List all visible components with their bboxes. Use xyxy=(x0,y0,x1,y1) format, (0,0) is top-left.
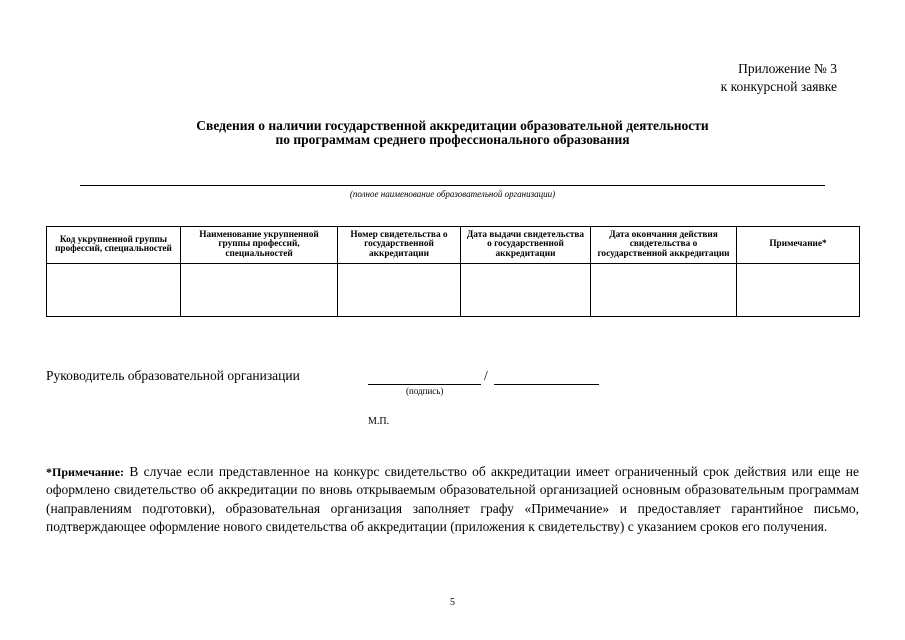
table-cell-group-code[interactable] xyxy=(47,264,181,317)
appendix-number: Приложение № 3 xyxy=(738,61,837,76)
column-header-group-name: Наименование укрупненной группы профессий, специальностей xyxy=(181,227,338,264)
column-header-certificate-number: Номер свидетельства о государственной аккредитации xyxy=(338,227,461,264)
organization-name-caption: (полное наименование образовательной организации) xyxy=(349,189,556,199)
head-of-organization-label: Руководитель образовательной организации xyxy=(46,368,300,383)
footnote-text: В случае если представленное на конкурс свидетельство об аккредитации имеет ограниченный срок действия или еще не оформлено свидетельство об аккредитации по вновь открываемым образовательной организацией основным образовательным программам (направлениям подготовки), образовательная организация заполняет графу «Примечание» и предоставляет гарантийное письмо, подтверждающее оформление нового свидетельства об аккредитации (приложения к свидетельству) с указанием сроков его получения. xyxy=(46,464,859,534)
appendix-reference xyxy=(721,60,837,96)
appendix-subtitle: к конкурсной заявке xyxy=(720,79,837,94)
document-title-line-2: по программам среднего профессионального образования xyxy=(275,132,630,147)
document-title-line-1: Сведения о наличии государственной аккредитации образовательной деятельности xyxy=(196,118,709,133)
table-header-row xyxy=(47,227,860,264)
column-header-group-code: Код укрупненной группы профессий, специальностей xyxy=(47,227,181,264)
column-header-issue-date: Дата выдачи свидетельства о государственной аккредитации xyxy=(461,227,591,264)
column-header-expiry-date: Дата окончания действия свидетельства о государственной аккредитации xyxy=(591,227,737,264)
table-cell-note[interactable] xyxy=(737,264,860,317)
table-row xyxy=(47,264,860,317)
signature-caption: (подпись) xyxy=(406,386,444,396)
stamp-placeholder: М.П. xyxy=(368,416,390,427)
document-title xyxy=(0,119,905,147)
table-cell-certificate-number[interactable] xyxy=(338,264,461,317)
page-number: 5 xyxy=(450,597,455,608)
table-cell-expiry-date[interactable] xyxy=(591,264,737,317)
footnote-label: *Примечание: xyxy=(46,465,125,479)
accreditation-table xyxy=(46,226,860,317)
name-decryption-line[interactable] xyxy=(494,384,599,385)
organization-name-line[interactable] xyxy=(80,185,825,186)
signature-line[interactable] xyxy=(368,384,481,385)
table-cell-group-name[interactable] xyxy=(181,264,338,317)
signature-separator: / xyxy=(484,368,488,383)
footnote xyxy=(46,463,859,536)
column-header-note: Примечание* xyxy=(737,227,860,264)
table-cell-issue-date[interactable] xyxy=(461,264,591,317)
